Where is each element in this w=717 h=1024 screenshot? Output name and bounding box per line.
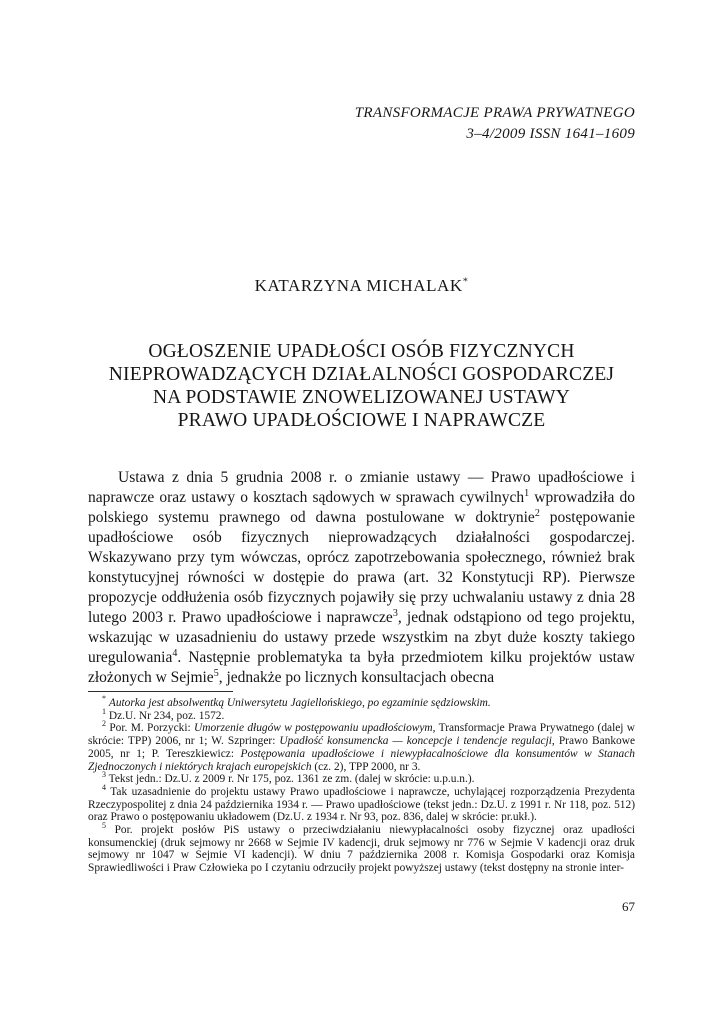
journal-title: TRANSFORMACJE PRAWA PRYWATNEGO: [354, 105, 635, 121]
author-line: [88, 276, 635, 296]
footnote-item: $^5$ Por. projekt posłów PiS ustawy o przeciwdziałaniu niewypłacalności osoby fizycznej oraz upadłości konsumenckiej (druk sejmowy nr 2668 w Sejmie IV kadencji, druk sejmowy nr 776 w Sejmie V kadencji oraz druk sejmowy nr 1047 w Sejmie VI kadencji). W dniu 7 października 2008 r. Komisja Gospodarki oraz Komisja Sprawiedliwości i Praw Człowieka po I czytaniu odrzuciły projekt powyższej ustawy (tekst dostępny na stronie inter-: [88, 821, 635, 875]
footnote-item: * Autorka jest absolwentką Uniwersytetu Jagiellońskiego, po egzaminie sędziowskim.: [102, 694, 491, 709]
journal-header: [88, 103, 635, 145]
footnote-item: $^3$ Tekst jedn.: Dz.U. z 2009 r. Nr 175, poz. 1361 ze zm. (dalej w skrócie: u.p.u.n.).: [102, 770, 475, 786]
author-footnote-marker: *: [462, 276, 469, 288]
journal-issue-issn: 3–4/2009 ISSN 1641–1609: [466, 126, 635, 142]
footnote-item: $^4$ Tak uzasadnienie do projektu ustawy Prawo upadłościowe i naprawcze, uchylającej rozporządzenia Prezydenta Rzeczypospolitej z dnia 24 października 1934 r. — Prawo upadłościowe (tekst jedn.: Dz.U. z 1991 r. Nr 118, poz. 512) oraz Prawo o postępowaniu układowem (Dz.U. z 1934 r. Nr 93, poz. 836, dalej w skrócie: pr.ukł.).: [88, 783, 635, 824]
footnote-marker: *: [102, 694, 106, 704]
text-column: [88, 0, 635, 875]
footnote-item: $^2$ Por. M. Porzycki: Umorzenie długów w postępowaniu upadłościowym, Transformacje Prawa Prywatnego (dalej w skrócie: TPP) 2006, nr 1; W. Szpringer: Upadłość konsumencka — koncepcje i tendencje regulacji, Prawo Bankowe 2005, nr 1; P. Tereszkiewicz: Postępowania upadłościowe i niewypłacalnościowe dla konsumentów w Stanach Zjednoczonych i niektórych krajach europejskich (cz. 2), TPP 2000, nr 3.: [88, 719, 636, 773]
author-name: KATARZYNA MICHALAK: [254, 276, 463, 295]
footnotes-list: [88, 694, 636, 875]
article-title-line: PRAWO UPADŁOŚCIOWE I NAPRAWCZE: [177, 410, 546, 431]
footnote-marker: 2: [102, 719, 106, 729]
article-title-line: NA PODSTAWIE ZNOWELIZOWANEJ USTAWY: [152, 387, 571, 408]
article-title-line: NIEPROWADZĄCYCH DZIAŁALNOŚCI GOSPODARCZEJ: [108, 364, 615, 385]
body-paragraph: Ustawa z dnia 5 grudnia 2008 r. o zmianie ustawy — Prawo upadłościowe i naprawcze oraz ustawy o kosztach sądowych w sprawach cywilnych$^1$ wprowadziła do polskiego systemu prawnego od dawna postulowane w doktrynie$^2$ postępowanie upadłościowe osób fizycznych nieprowadzących działalności gospodarczej. Wskazywano przy tym wówczas, oprócz zapotrzebowania społecznego, również brak konstytucyjnej równości w dostępie do prawa (art. 32 Konstytucji RP). Pierwsze propozycje oddłużenia osób fizycznych pojawiły się przy uchwalaniu ustawy z dnia 28 lutego 2003 r. Prawo upadłościowe i naprawcze$^3$, jednak odstąpiono od tego projektu, wskazując w uzasadnieniu do ustawy przede wszystkim na zbyt duże koszty takiego uregulowania$^4$. Następnie problematyka ta była przedmiotem kilku projektów ustaw złożonych w Sejmie$^5$, jednakże po licznych konsultacjach obecna: [88, 469, 635, 686]
footnote-marker: 5: [102, 821, 106, 831]
footnote-marker: 4: [102, 783, 106, 793]
footnote-separator: [88, 691, 233, 692]
page-number: 67: [622, 899, 635, 914]
footnote-marker: 1: [102, 706, 106, 716]
footnote-item: $^1$ Dz.U. Nr 234, poz. 1572.: [102, 706, 225, 722]
article-title: [88, 340, 635, 432]
footnote-marker: 3: [102, 770, 106, 780]
article-title-line: OGŁOSZENIE UPADŁOŚCI OSÓB FIZYCZNYCH: [148, 341, 575, 362]
